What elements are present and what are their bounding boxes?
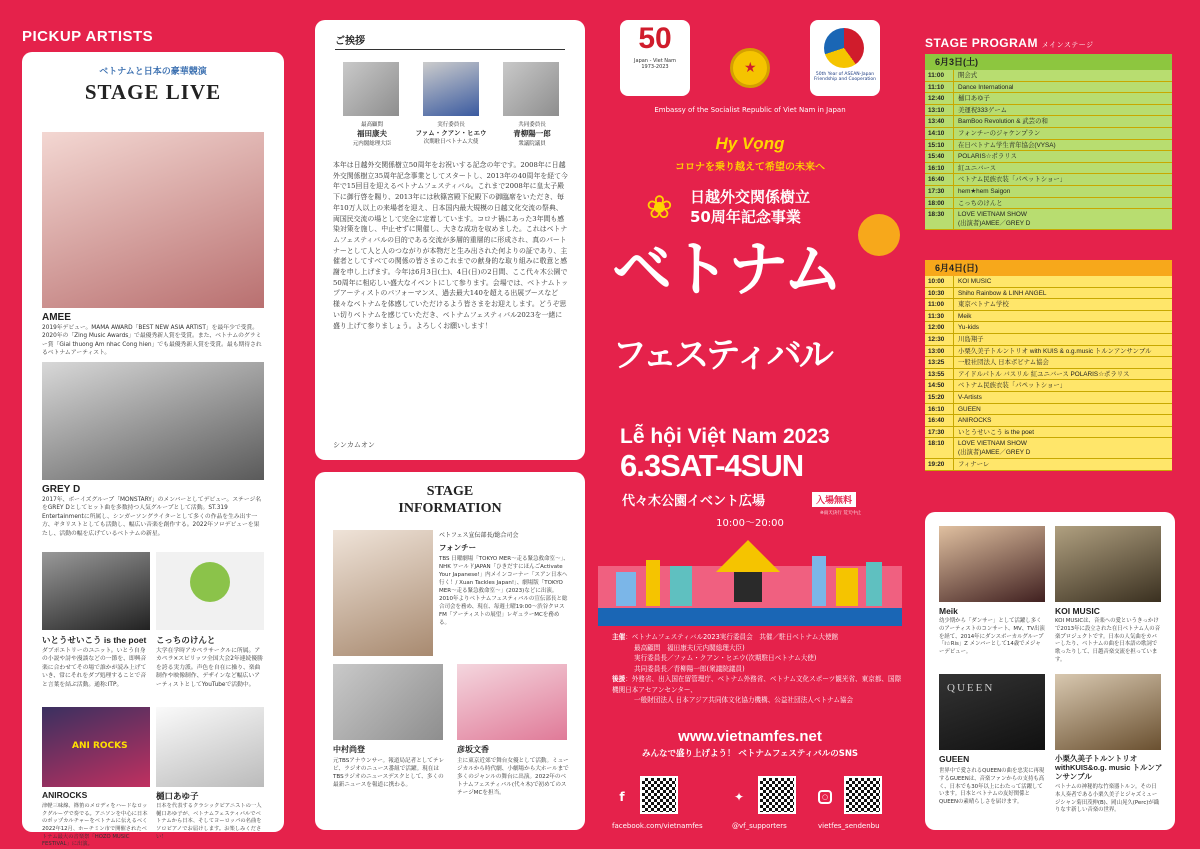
mc1-desc: TBS 日曜劇場「TOKYO MER～走る緊急救命室～」、NHK ワールドJAPAN「ひきだすにほんごActivate Your Japanese!」内メインコーナー「スアン日本へ行く！/ Xuan Tackles Japan!」、劇場版「TOKYO MER～走る緊急救命室～」(2023)などに出演。2010年よりベトナムフェスティバルの宣伝部長と総合司会を務め、現在、毎週土曜19:00～渋谷クロスFM「アーティストの展望」レギュラーMCを務める。 [439,556,569,626]
schedule-row [925,151,1172,163]
schedule-performer: 東京ベトナム学校 [953,299,1172,310]
greeting-body: 本年は日越外交関係樹立50周年をお祝いする記念の年です。2008年に日越外交関係樹立35周年記念事業としてスタートし、2013年の40周年を経て今年で15回目を迎えるベトナムフェスティバル。これまで2008年に皇太子殿下に御行啓を賜り、2013年には秋篠宮殿下紀殿下の御臨席をいただき、毎年10万人以上の来場者を迎え、日本国内最大規模の日越文化交流の祭典、両国民交流の場として完全に定着しています。コロナ禍にあった3年間も感染対策を施し、中止せずに開催し、大きな成功を収めました。これはベトナムフェスティバルの目的である交流が多層的重層的に形成され、真のパートナーとして人と人のつながりが本物だと生み出された何よりの証であり、主催者としてすべての関係の皆さまのこれまでの献身的な取り組みに敬意と感謝を申し上げます。今年は6月3日(土)、4日(日)の2日間、ここ代々木公園で50周年に相応しい盛大なイベントにして参ります。会場では、ベトナムトップアーティストのパフォーマンス、過去最大140を超える出展ブースなど様々なベトナムを体感していただけるよう皆さまをお迎えします。どうぞ思い切りベトナムを感じていただき、ベトナムフェスティバル2023を一緒に盛り上げて参りましょう。よろしくお願いします！ [333,161,569,330]
venue: 代々木公園イベント広場 [622,494,766,509]
fukuda-photo [343,62,399,116]
p1-role: 最高顧問 [360,122,383,128]
p3-block [497,120,567,147]
p2-org: 次期駐日ベトナム大使 [423,139,479,145]
schedule-performer: ベトナム民族衣装「パペットショー」 [953,174,1172,185]
program-title-text: STAGE PROGRAM [925,36,1038,50]
koi-photo [1055,526,1161,602]
lotus-icon: ❀ [646,188,673,226]
hyvong-text: Hy Vọng [715,134,785,153]
anniv-line2: 50周年記念事業 [690,208,801,226]
schedule-performer: LOVE VIETNAM SHOW (出演者)AMEE／GREY D [953,209,1172,229]
greyd-desc: 2017年、ボーイズグループ「MONSTARY」のメンバーとしてデビュー。ステージ名をGREY Dとしてヒット曲を多数持つ人気グループとして活動。ST.319 Entertainmentに所属し、シンガーソングライターとして多くの作品を生み出す一方、ギタリストとしても活動し、幅広い音楽を創作する。2022年ソロデビューを果たし、活動の幅を広げているベトナムの新星。 [42,497,262,537]
logo50-sub: Japan - Viet Nam [634,58,676,64]
schedule-time: 12:00 [928,324,945,332]
itou-name: いとうせいこう is the poet [42,635,147,645]
twitter-icon[interactable]: ✦ [733,790,745,804]
p2-role: 実行委員長 [437,122,465,128]
schedule-row [925,427,1172,439]
schedule-row [925,174,1172,186]
event-hours: 10:00～20:00 [716,518,784,529]
itou-photo [42,552,150,630]
free-admission-badge: 入場無料 [812,492,856,507]
schedule-time: 15:40 [928,153,945,161]
credit-row: 後援：外務省、出入国在留管理庁、ベトナム外務省、ベトナム文化スポーツ観光省、東京都、国際機関日本アセアンセンター、 [612,675,902,694]
mc2-name: 中村尚登 [333,745,365,754]
schedule-performer: こっちのけんと [953,198,1172,209]
p1-org: 元内閣総理大臣 [352,141,392,147]
schedule-time: 11:00 [928,72,944,79]
schedule-performer: 紅ユニバース [953,163,1172,174]
oguri-photo [1055,674,1161,750]
schedule-row [925,357,1172,369]
schedule-row [925,209,1172,230]
mc3-desc: 主に東京近郊で舞台女優として活動。ミュージカルから時代劇、小劇場から大ホールまで多くのジャンルの舞台に出演。2022年のベトナムフェスティバル(代々木)で初めてのステージMCを担当。 [457,758,569,797]
schedule-row [925,369,1172,381]
mc2-desc: 元TBSアナウンサー。報道局記者としてテレビ、ラジオのニュース番組で活躍。現在はTBSラジオのニュースデスクとして、多くの最新ニュースを報道に携わる。 [333,758,445,789]
schedule-time: 14:50 [928,382,945,390]
greyd-name: GREY D [42,484,81,495]
twitter-qr [758,776,796,814]
p1-name: 福田康夫 [357,129,387,138]
vietnam-emblem-icon [730,48,770,88]
kocchi-name: こっちのけんと [156,635,216,645]
schedule-performer: ベトナム民族衣装「パペットショー」 [953,380,1172,391]
schedule-row [925,128,1172,140]
meik-desc: 幼少期から「ダンサー」として活躍し多くのアーティストのコンサート、MV、TV出演を経て、2014年にダンスボーカルグループ「i☆Ris」Z メンバーとして14歳でメジャーデビュー。 [939,618,1045,656]
amee-name: AMEE [42,312,71,323]
schedule-row [925,299,1172,311]
credit-row: 一般財団法人 日本アジア共同体文化協力機構、公益社団法人ベトナム協会 [634,696,854,705]
schedule-row [925,392,1172,404]
instagram-qr [844,776,882,814]
p2-block [415,120,487,145]
greyd-photo [42,362,264,480]
higuchi-photo [156,707,264,787]
schedule-performer: 小栗久美子トルントリオ with KUIS & o.g.music トルンアンサンブル [953,346,1172,357]
mc1-role: ベトフェス宣伝部長/総合司会 [439,532,519,539]
amee-photo [42,132,264,308]
weather-note: ※雨天決行 荒天中止 [820,511,862,516]
asean-logo-icon [824,28,864,68]
credit-row: 最高顧問 福田康夫(元内閣総理大臣) [634,643,745,652]
schedule-row [925,334,1172,346]
city-illustration [598,536,902,626]
schedule-time: 11:30 [928,312,944,320]
schedule-performer: 在日ベトナム学生青年協会(VYSA) [953,140,1172,151]
p3-name: 青柳陽一郎 [513,129,551,138]
greeting-title: ご挨拶 [335,32,565,50]
credit-row: 実行委員長／ファム・クアン・ヒエウ(次期駐日ベトナム大使) [634,654,817,663]
schedule-performer: Meik [953,311,1172,322]
stageinfo-title2: INFORMATION [398,500,502,516]
kocchi-photo [156,552,264,630]
schedule-performer: ANIROCKS [953,415,1172,426]
schedule-time: 18:30 [928,211,945,219]
schedule-row [925,311,1172,323]
schedule-time: 16:40 [928,176,945,184]
anirocks-badge: ANI ROCKS [72,741,128,751]
schedule-performer: POLARIS☆ポラリス [953,151,1172,162]
meik-name: Meik [939,606,958,616]
logo-asean-japan [810,20,880,96]
title-festival: フェスティバル [612,336,831,376]
logo50-years: 1973-2023 [641,64,669,70]
oguri-desc: ベトナムの神秘的な竹楽器トルン。その日本人奏者である小栗久美子とジャズミュージシャン菊田茂伸(B)、岡山晃久(Perc)が織りなす新しい音楽の世界。 [1055,784,1160,814]
higuchi-name: 樋口あゆ子 [156,791,199,801]
schedule-performer: KOI MUSIC [953,276,1172,287]
schedule-time: 19:20 [928,461,945,469]
star-icon: ★ [744,60,757,76]
p3-org: 衆議院議員 [518,141,546,147]
schedule-time: 10:30 [928,289,945,297]
schedule-time: 13:55 [928,370,945,378]
anirocks-desc: 津軽三味線、篠笛のメロディをハードなロックグルーヴで奏でる。アニソンを中心に日本のポップカルチャーをベトナムに伝えるべく2022年12月、ホーチミン市で開催されたベトナム最大の音楽祭「HOZO MUSIC FESTIVAL」に出演。 [42,803,148,848]
program-title [925,36,1094,50]
schedule-time: 12:30 [928,335,945,343]
p1-block [337,120,407,147]
schedule-row [925,70,1172,82]
schedule-row [925,438,1172,459]
program-sub: メインステージ [1041,42,1094,49]
schedule-row [925,276,1172,288]
schedule-performer: 美運祝333ゲーム [953,105,1172,116]
pickup-sub: ベトナムと日本の豪華競演 [99,67,207,77]
aoyagi-photo [503,62,559,116]
p3-role: 共同委員長 [518,122,546,128]
gueen-photo [939,674,1045,750]
schedule-performer: 樋口あゆ子 [953,93,1172,104]
stage-live-title: STAGE LIVE [84,80,222,104]
koi-desc: KOI MUSICは、音楽への愛というきっかけで2013年に設立された在日ベトナム人の音楽プロジェクトです。日本の人気曲をカバーしたり、ベトナムの曲を日本語の歌詞で歌ったりして、日越音楽交流を担っています。 [1055,618,1161,664]
schedule-time: 10:00 [928,278,945,285]
koi-name: KOI MUSIC [1055,606,1100,616]
day1-header: 6月3日(土) [925,54,1172,70]
facebook-link[interactable]: facebook.com/vietnamfes [612,822,703,830]
pickup-panel [22,52,284,848]
p2-name: ファム・クアン・ヒエウ [415,129,487,137]
schedule-performer: Dance International [953,82,1172,93]
schedule-time: 11:00 [928,301,944,309]
schedule-performer: 開会式 [953,70,1172,81]
greeting-sign: シンカムオン [333,441,375,449]
schedule-time: 15:20 [928,393,945,401]
mc3-name: 彦坂文香 [457,745,489,754]
schedule-performer: BamBoo Revolution & 武芸の和 [953,116,1172,127]
nakamura-photo [333,664,443,740]
higuchi-desc: 日本を代表するクラシックピアニストの一人樋口あゆ子が、ベトナムフェスティバルでベトナムから日本、そしてヨーロッパの名曲をソロピアノでお届けします。お楽しみください！ [156,803,262,840]
gueen-desc: 世界中で愛されるQUEENの曲を忠実に再現するGUEENは、音楽ファンからの支持も高く、日本でも30年以上にわたって活躍しています。日本とベトナムの友好関係とQUEENの素晴らしさを届けます。 [939,768,1045,806]
schedule-performer: フィナーレ [953,459,1172,470]
schedule-performer: Shiho Rainbow & LINH ANGEL [953,288,1172,299]
schedule-row [925,105,1172,117]
logo50-number: 50 [638,22,672,55]
stageinfo-panel [315,472,585,830]
schedule-performer: 川島翔子 [953,334,1172,345]
schedule-time: 12:40 [928,95,945,103]
sns-heading: みんなで盛り上げよう！ ベトナムフェスティバルのSNS [641,749,859,759]
schedule-performer: 一般社団法人 日本ボビナム協会 [953,357,1172,368]
schedule-row [925,404,1172,416]
schedule-row [925,186,1172,198]
le-hoi-text: Lễ hội Việt Nam 2023 [620,425,830,448]
schedule-row [925,288,1172,300]
embassy-text: Embassy of the Socialist Republic of Viet Nam in Japan [654,106,846,114]
greeting-panel [315,20,585,460]
facebook-icon[interactable]: f [619,790,625,804]
schedule-row [925,82,1172,94]
amee-desc: 2019年デビュー。MAMA AWARD「BEST NEW ASIA ARTIST」を最年少で受賞。2020年の「Zing Music Awards」で最優秀新人賞を受賞。また、ベトナムのグラミー賞「Giai thuong Am nhac Cong hien」でも最優秀新人賞を受賞。最も期待されるベトナムアーティスト。 [42,325,262,357]
right-artists-panel [925,512,1175,830]
schedule-row [925,346,1172,358]
itou-desc: ダブポエトリーのユニット。いとう自身の小説や詩や漫談などの一節を、即興音楽に合わせてその場で誰かが読み上げていき、常にそれをダブ処理することで音と言葉を結ぶ活動。通称:ITP。 [42,648,147,688]
schedule-row [925,198,1172,210]
hikosaka-photo [457,664,567,740]
credits [612,632,902,706]
mc1-name: フォンチー [439,543,477,552]
schedule-time: 18:10 [928,440,945,448]
gueen-badge: QUEEN [947,682,995,694]
schedule-performer: GUEEN [953,404,1172,415]
schedule-row [925,380,1172,392]
day1-schedule [925,54,1172,230]
kocchi-illust-icon [190,562,230,602]
schedule-time: 13:40 [928,118,945,126]
anirocks-name: ANIROCKS [42,790,88,800]
kocchi-desc: 大学在学時アカペラサークルに所属。アカペラ×スピリッツ全国大会2年連続優勝を誇る実力派。声色を自在に操り、楽曲制作や映像制作、デザインなど幅広いアーティストとしてYouTubeで活動中。 [156,648,263,688]
schedule-performer: hem★hem Saigon [953,186,1172,197]
website-link[interactable]: www.vietnamfes.net [678,728,822,745]
schedule-row [925,459,1172,471]
facebook-qr [640,776,678,814]
schedule-time: 15:10 [928,141,945,149]
title-vietnam: ベトナム [612,235,841,305]
schedule-performer: アイドルパトル バスリル 紅ユニバース POLARIS☆ポラリス [953,369,1172,380]
schedule-row [925,116,1172,128]
logo-50-japan-vietnam [620,20,690,96]
schedule-row [925,140,1172,152]
meik-photo [939,526,1045,602]
anirocks-photo [42,707,150,787]
anniv-line1: 日越外交関係樹立 [690,188,811,206]
schedule-time: 13:10 [928,106,945,114]
schedule-time: 16:10 [928,164,945,172]
schedule-time: 11:10 [928,83,944,91]
day2-header: 6月4日(日) [925,260,1172,276]
pickup-title: PICKUP ARTISTS [22,28,154,45]
schedule-performer: LOVE VIETNAM SHOW (出演者)AMEE／GREY D [953,438,1172,458]
schedule-time: 13:00 [928,347,945,355]
schedule-performer: いとうせいこう is the poet [953,427,1172,438]
twitter-link[interactable]: @vf_supporters [732,822,787,830]
credit-row: 共同委員長／青柳陽一郎(衆議院議員) [634,664,745,673]
schedule-row [925,322,1172,334]
hieu-photo [423,62,479,116]
oguri-name: 小栗久美子トルントリオ withKUIS&o.g. music トルンアンサンブル [1055,754,1163,781]
schedule-time: 17:30 [928,428,945,436]
catchphrase: コロナを乗り越えて希望の未来へ [675,162,825,173]
asean-text: 50th Year of ASEAN-Japan Friendship and Cooperation [814,72,876,82]
schedule-performer: フォンチーのジャケンプラン [953,128,1172,139]
credit-row: 主催：ベトナムフェスティバル2023実行委員会 共催／駐日ベトナム大使館 [612,633,839,641]
schedule-row [925,93,1172,105]
phongchi-photo [333,530,433,656]
instagram-icon[interactable]: ○ [818,790,832,804]
schedule-time: 14:10 [928,129,945,137]
schedule-time: 13:25 [928,359,945,367]
gueen-name: GUEEN [939,754,970,764]
schedule-row [925,415,1172,427]
schedule-row [925,163,1172,175]
schedule-performer: Yu-kids [953,322,1172,333]
schedule-time: 18:00 [928,199,945,207]
schedule-performer: V-Artists [953,392,1172,403]
schedule-time: 16:40 [928,417,945,425]
day2-schedule [925,260,1172,471]
stageinfo-title [315,484,585,518]
schedule-time: 17:30 [928,187,945,195]
stageinfo-title1: STAGE [426,484,474,499]
instagram-link[interactable]: vietfes_sendenbu [818,822,880,830]
schedule-time: 16:10 [928,405,945,413]
event-date: 6.3SAT-4SUN [620,448,804,483]
